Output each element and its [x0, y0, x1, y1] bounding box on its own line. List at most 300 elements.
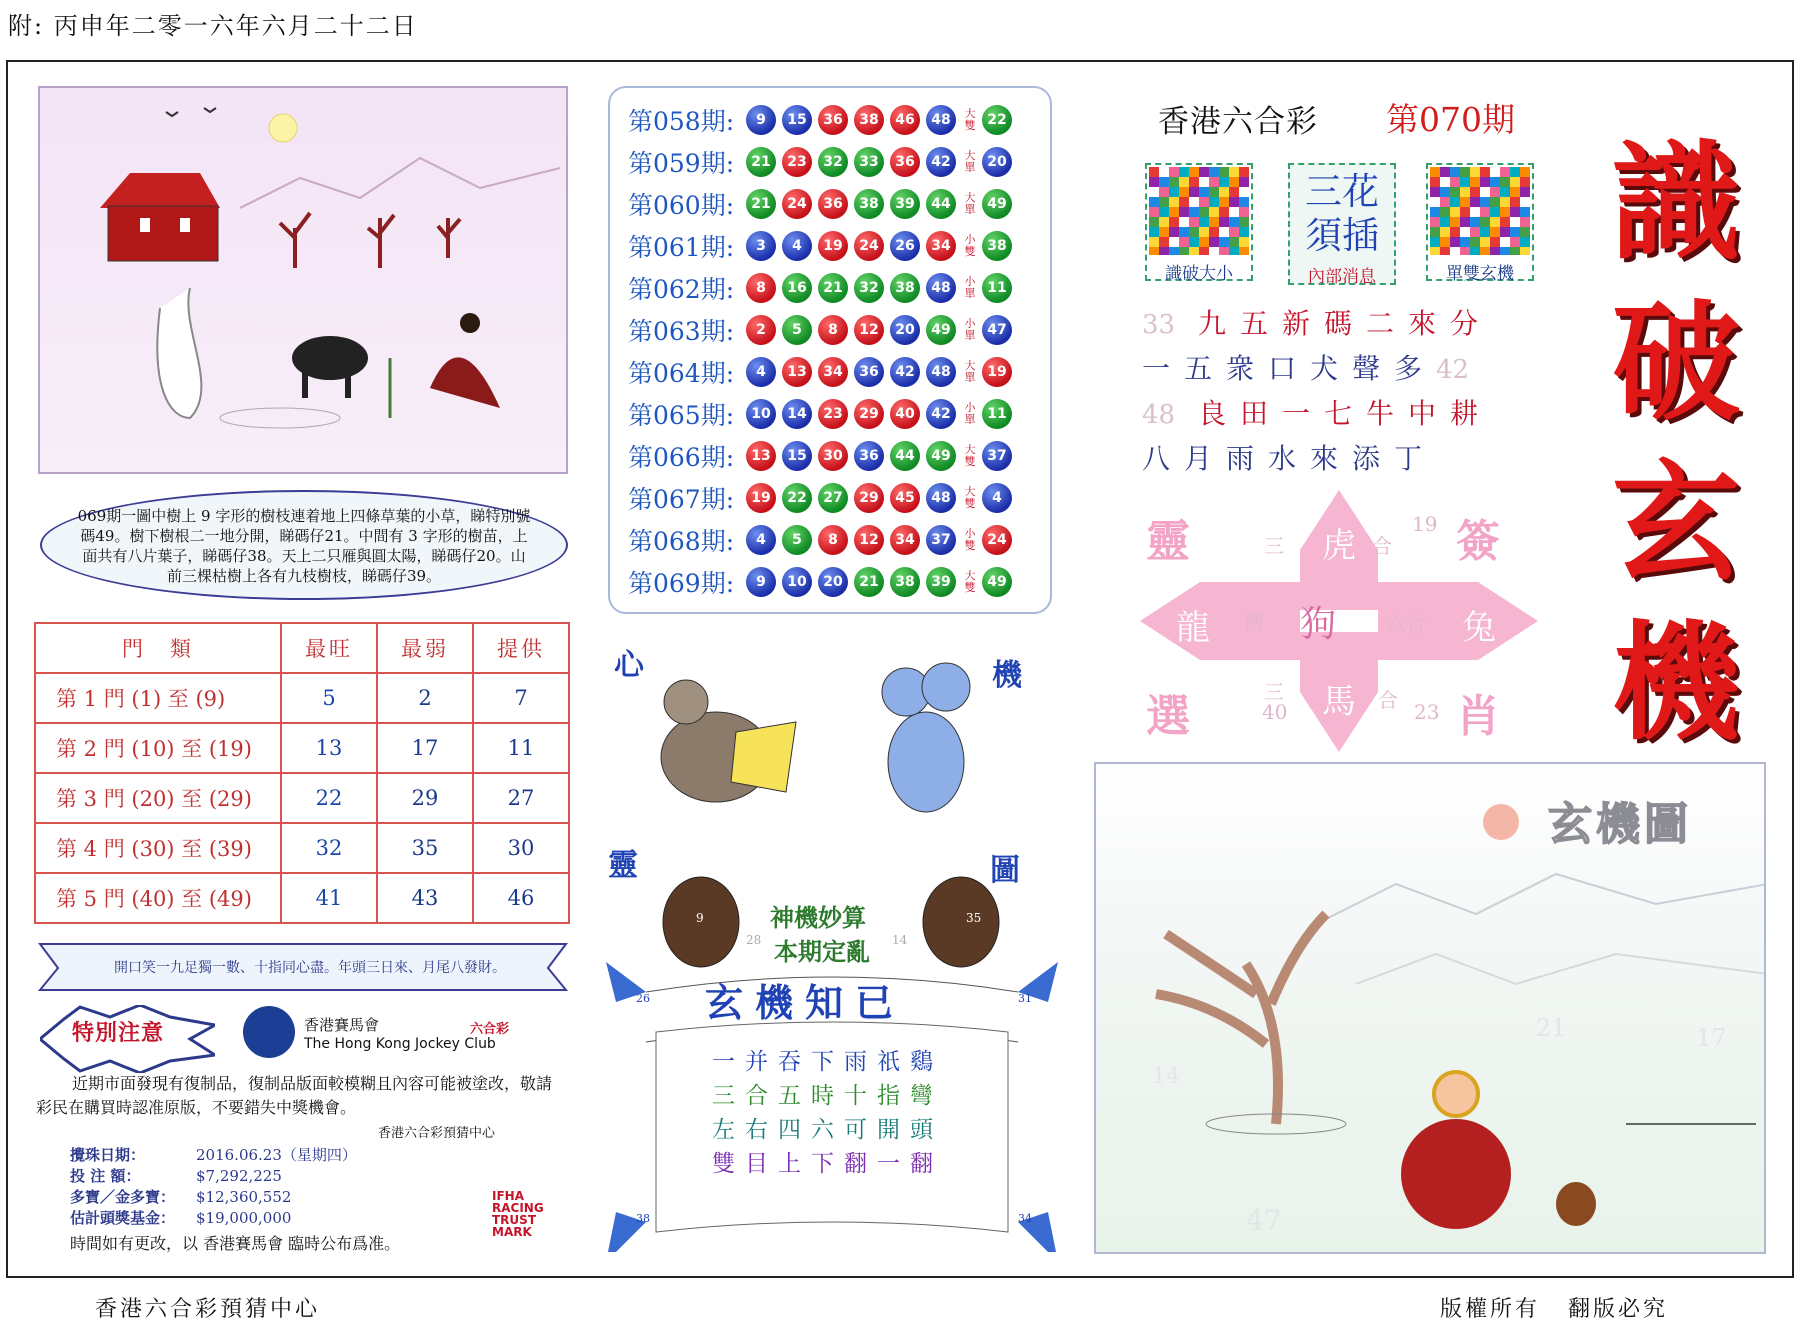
cold-number: 43	[377, 873, 473, 923]
mosaic-tile	[1520, 177, 1530, 187]
mosaic-tile	[1199, 167, 1209, 177]
mosaic-tile	[1149, 197, 1159, 207]
mosaic-tile	[1149, 247, 1159, 255]
column-header: 最旺	[281, 623, 377, 673]
blue-mouse-icon	[882, 663, 970, 812]
mosaic-tile	[1470, 227, 1480, 237]
mosaic-tile	[1209, 227, 1219, 237]
mosaic-tile	[1159, 247, 1169, 255]
issue-label: 第065期:	[628, 401, 735, 430]
mosaic-tile	[1169, 227, 1179, 237]
mouse-with-cheese-icon	[661, 680, 796, 802]
table-row	[35, 823, 569, 873]
poem-line: 雙目上下翻一翻	[712, 1151, 943, 1177]
number-ball: 38	[890, 567, 920, 597]
mosaic-tile	[1430, 207, 1440, 217]
number-ball: 37	[926, 525, 956, 555]
mosaic-tile	[1219, 217, 1229, 227]
mosaic-tile	[1159, 227, 1169, 237]
mosaic-tile	[1179, 227, 1189, 237]
offer-number: 11	[473, 723, 569, 773]
diamond-number: 23	[1414, 700, 1440, 724]
mosaic-tile	[1149, 237, 1159, 247]
mosaic-tile	[1169, 197, 1179, 207]
corner-word: 簽	[1456, 516, 1500, 567]
mosaic-tile	[1440, 217, 1450, 227]
size-parity-tag: 小雙	[964, 233, 976, 258]
door-label: 第 1 門 (1) 至 (9)	[35, 673, 281, 723]
mosaic-tile	[1450, 247, 1460, 255]
mosaic-tile	[1480, 177, 1490, 187]
mosaic-tile	[1480, 187, 1490, 197]
mosaic-tile	[1520, 237, 1530, 247]
result-row	[628, 228, 1018, 264]
number-ball: 13	[746, 441, 776, 471]
monkey-number: 28	[746, 933, 762, 947]
zodiac-rabbit: 兔	[1462, 608, 1496, 648]
number-ball: 9	[746, 567, 776, 597]
issue-label: 第058期:	[628, 107, 735, 136]
mosaic-tile	[1239, 247, 1249, 255]
mosaic-tile	[1450, 227, 1460, 237]
number-ball: 14	[782, 399, 812, 429]
mosaic-tile	[1209, 217, 1219, 227]
mosaic-tile	[1199, 177, 1209, 187]
diamond-small-char: 合	[1372, 534, 1392, 558]
mosaic-tile	[1430, 227, 1440, 237]
number-ball: 42	[926, 399, 956, 429]
mosaic-tile	[1179, 247, 1189, 255]
corner-word: 選	[1146, 691, 1190, 742]
verse-hints	[1142, 302, 1492, 481]
mosaic-tile	[1219, 177, 1229, 187]
mosaic-tile	[1440, 247, 1450, 255]
number-ball: 12	[854, 315, 884, 345]
number-ball: 29	[854, 483, 884, 513]
mosaic-tile	[1440, 227, 1450, 237]
riddle-poem	[712, 1045, 943, 1181]
diamond-number: 19	[1412, 512, 1438, 536]
number-ball: 36	[890, 147, 920, 177]
fund: $19,000,000	[196, 1209, 292, 1227]
mosaic-tile	[1189, 167, 1199, 177]
diamond-small-char: 三	[1264, 534, 1284, 558]
warning-signature: 香港六合彩預猜中心	[378, 1126, 496, 1141]
faint-number: 21	[1536, 1014, 1567, 1042]
mosaic-tile	[1500, 247, 1510, 255]
number-ball: 10	[746, 399, 776, 429]
special-number-ball: 22	[982, 105, 1012, 135]
number-ball: 39	[926, 567, 956, 597]
mosaic-tile	[1239, 217, 1249, 227]
mosaic-tile	[1189, 207, 1199, 217]
number-ball: 8	[818, 525, 848, 555]
mosaic-tile	[1490, 227, 1500, 237]
mosaic-tile	[1149, 177, 1159, 187]
mosaic-tile	[1450, 187, 1460, 197]
corner-character: 圖	[990, 853, 1020, 888]
result-row	[628, 480, 1018, 516]
mosaic-tile	[1500, 187, 1510, 197]
mosaic-tile	[1490, 207, 1500, 217]
mosaic-tile	[1500, 177, 1510, 187]
special-number-ball: 49	[982, 567, 1012, 597]
mosaic-caption: 內部消息	[1308, 267, 1376, 287]
hot-number: 13	[281, 723, 377, 773]
issue-number: 第070期	[1386, 100, 1515, 139]
number-ball: 49	[926, 315, 956, 345]
number-ball: 21	[854, 567, 884, 597]
mosaic-tile	[1179, 207, 1189, 217]
mosaic-tile	[1239, 167, 1249, 177]
mosaic-tile	[1440, 237, 1450, 247]
zodiac-dragon: 龍	[1176, 608, 1210, 648]
mosaic-tile	[1510, 227, 1520, 237]
number-ball: 29	[854, 399, 884, 429]
mosaic-tile	[1510, 167, 1520, 177]
mosaic-tile	[1430, 167, 1440, 177]
issue-label: 第067期:	[628, 485, 735, 514]
color-mosaic-icon	[1147, 165, 1251, 255]
draw-info	[70, 1145, 357, 1229]
special-number-ball: 20	[982, 147, 1012, 177]
number-ball: 33	[854, 147, 884, 177]
mosaic-tile	[1149, 207, 1159, 217]
mosaic-tile	[1480, 247, 1490, 255]
mosaic-tile	[1229, 177, 1239, 187]
mosaic-box-1	[1145, 163, 1253, 284]
issue-label: 第062期:	[628, 275, 735, 304]
mosaic-tile	[1500, 237, 1510, 247]
size-parity-tag: 大單	[964, 149, 976, 174]
corner-word: 肖	[1456, 691, 1500, 742]
mosaic-tile	[1480, 227, 1490, 237]
mosaic-tile	[1209, 207, 1219, 217]
number-ball: 34	[890, 525, 920, 555]
mosaic-tile	[1480, 167, 1490, 177]
number-ball: 40	[890, 399, 920, 429]
cold-number: 2	[377, 673, 473, 723]
mosaic-tile	[1229, 247, 1239, 255]
mosaic-tile	[1480, 217, 1490, 227]
mosaic-tile	[1189, 227, 1199, 237]
house-icon	[100, 173, 220, 261]
corner-character: 靈	[608, 848, 638, 883]
table-row	[35, 873, 569, 923]
number-ball: 21	[746, 189, 776, 219]
number-ball: 36	[854, 441, 884, 471]
mosaic-tile	[1239, 187, 1249, 197]
number-ball: 22	[782, 483, 812, 513]
number-ball: 12	[854, 525, 884, 555]
mosaic-tile	[1510, 207, 1520, 217]
sun-icon	[1483, 804, 1519, 840]
zodiac-dog: 狗	[1300, 604, 1337, 645]
mosaic-tile	[1500, 167, 1510, 177]
mosaic-tile	[1179, 187, 1189, 197]
result-row	[628, 354, 1018, 390]
mosaic-tile	[1450, 207, 1460, 217]
mosaic-tile	[1159, 197, 1169, 207]
mosaic-tile	[1520, 247, 1530, 255]
number-ball: 36	[818, 105, 848, 135]
mosaic-tile	[1440, 167, 1450, 177]
mosaic-tile	[1520, 197, 1530, 207]
mosaic-tile	[1199, 197, 1209, 207]
mosaic-tile	[1159, 187, 1169, 197]
title-char: 破	[1612, 288, 1741, 438]
faint-number: 47	[1246, 1204, 1282, 1237]
mosaic-tile	[1189, 237, 1199, 247]
size-parity-tag: 小單	[964, 401, 976, 426]
mosaic-tile	[1460, 227, 1470, 237]
fund-label: 估計頭獎基金：	[70, 1209, 176, 1227]
bird-number: 34	[1018, 1212, 1032, 1225]
cold-number: 17	[377, 723, 473, 773]
offer-number: 27	[473, 773, 569, 823]
mosaic-tile	[1490, 177, 1500, 187]
mosaic-tile	[1520, 167, 1530, 177]
mosaic-tile	[1450, 197, 1460, 207]
size-parity-tag: 大雙	[964, 485, 976, 510]
slogan-1: 神機妙算	[770, 903, 866, 932]
color-mosaic-icon	[1428, 165, 1532, 255]
number-ball: 9	[746, 105, 776, 135]
mosaic-tile	[1480, 197, 1490, 207]
mosaic-tile	[1520, 227, 1530, 237]
number-ball: 15	[782, 441, 812, 471]
offer-number: 46	[473, 873, 569, 923]
mosaic-tile	[1169, 237, 1179, 247]
door-label: 第 3 門 (20) 至 (29)	[35, 773, 281, 823]
result-row	[628, 438, 1018, 474]
number-ball: 39	[890, 189, 920, 219]
mosaic-tile	[1470, 217, 1480, 227]
number-ball: 23	[818, 399, 848, 429]
result-row	[628, 102, 1018, 138]
mosaic-tile	[1179, 177, 1189, 187]
issue-label: 第063期:	[628, 317, 735, 346]
table-row	[35, 773, 569, 823]
zodiac-horse: 馬	[1322, 682, 1356, 722]
number-ball: 8	[818, 315, 848, 345]
jockey-club-logo	[243, 1006, 295, 1058]
number-ball: 21	[818, 273, 848, 303]
mosaic-tile	[1510, 247, 1520, 255]
poem-line: 三合五時十指彎	[712, 1083, 943, 1109]
mosaic-tile	[1500, 197, 1510, 207]
mosaic-tile	[1219, 207, 1229, 217]
mosaic-caption: 單雙玄機	[1446, 264, 1514, 284]
mosaic-tile	[1470, 177, 1480, 187]
result-row	[628, 396, 1018, 432]
jackpot-label: 多寶／金多寶：	[70, 1188, 176, 1206]
lady-figure-icon	[1401, 1072, 1511, 1229]
mosaic-tile	[1430, 187, 1440, 197]
mosaic-tile	[1159, 167, 1169, 177]
mosaic-tile	[1159, 237, 1169, 247]
number-ball: 5	[782, 315, 812, 345]
number-ball: 4	[782, 231, 812, 261]
number-ball: 38	[854, 105, 884, 135]
mosaic-tile	[1219, 237, 1229, 247]
table-row	[35, 723, 569, 773]
mosaic-tile	[1179, 167, 1189, 177]
mosaic-tile	[1159, 177, 1169, 187]
number-ball: 23	[782, 147, 812, 177]
special-number-ball: 24	[982, 525, 1012, 555]
number-ball: 48	[926, 105, 956, 135]
title-char: 玄	[1612, 448, 1741, 598]
number-ball: 48	[926, 273, 956, 303]
mosaic-tile	[1430, 197, 1440, 207]
bird-number: 31	[1018, 992, 1032, 1005]
number-ball: 30	[818, 441, 848, 471]
mosaic-tile	[1209, 247, 1219, 255]
mosaic-tile	[1229, 207, 1239, 217]
turnover-label: 投 注 額：	[70, 1167, 141, 1185]
verse-line: 一五衆口犬聲多42	[1142, 352, 1470, 385]
number-ball: 2	[746, 315, 776, 345]
number-ball: 15	[782, 105, 812, 135]
mosaic-tile	[1500, 227, 1510, 237]
mosaic-tile	[1470, 167, 1480, 177]
mystery-picture-title: 玄機圖	[1548, 799, 1692, 850]
bird-number: 26	[636, 992, 650, 1005]
size-parity-tag: 小單	[964, 275, 976, 300]
mosaic-tile	[1490, 197, 1500, 207]
title-char: 識	[1612, 128, 1741, 278]
mosaic-tile	[1440, 187, 1450, 197]
mosaic-tile	[1229, 217, 1239, 227]
mosaic-tile	[1169, 167, 1179, 177]
mosaic-tile	[1229, 187, 1239, 197]
mosaic-tile	[1189, 187, 1199, 197]
issue-label: 第066期:	[628, 443, 735, 472]
diamond-small-char: 三	[1264, 680, 1284, 704]
mosaic-tile	[1430, 237, 1440, 247]
mosaic-tile	[1199, 187, 1209, 197]
jockey-club-name: 香港賽馬會	[304, 1016, 380, 1034]
mosaic-tile	[1500, 207, 1510, 217]
header-date: 附: 丙申年二零一六年六月二十二日	[8, 12, 418, 40]
mosaic-tile	[1440, 197, 1450, 207]
tree-icon	[1156, 914, 1326, 1124]
title-char: 機	[1612, 608, 1741, 758]
banner-title: 玄機知已	[705, 980, 906, 1025]
mosaic-tile	[1169, 187, 1179, 197]
special-number-ball: 4	[982, 483, 1012, 513]
number-ball: 13	[782, 357, 812, 387]
mosaic-tile	[1510, 187, 1520, 197]
mosaic-tile	[1470, 197, 1480, 207]
mosaic-tile	[1159, 217, 1169, 227]
special-notice-label: 特別注意	[72, 1020, 165, 1046]
number-ball: 32	[818, 147, 848, 177]
mosaic-tile	[1520, 207, 1530, 217]
lottery-brand: 香港六合彩	[1158, 104, 1318, 140]
mosaic-tile	[1169, 217, 1179, 227]
issue-label: 第061期:	[628, 233, 735, 262]
mosaic-tile	[1500, 217, 1510, 227]
mosaic-tile	[1460, 217, 1470, 227]
size-parity-tag: 大雙	[964, 107, 976, 132]
mosaic-tile	[1490, 187, 1500, 197]
footer-copyright: 版權所有 翻版必究	[1440, 1297, 1669, 1322]
size-parity-tag: 大單	[964, 191, 976, 216]
mosaic-tile	[1520, 187, 1530, 197]
offer-number: 7	[473, 673, 569, 723]
verse-line: 八月雨水來添丁	[1142, 442, 1437, 475]
mosaic-tile	[1209, 177, 1219, 187]
size-parity-tag: 小單	[964, 317, 976, 342]
mosaic-tile	[1199, 237, 1209, 247]
size-parity-tag: 大單	[964, 359, 976, 384]
puzzle-picture	[38, 86, 568, 474]
issue-label: 第068期:	[628, 527, 735, 556]
jockey-club-name-en: The Hong Kong Jockey Club	[304, 1036, 496, 1052]
issue-label: 第064期:	[628, 359, 735, 388]
mosaic-tile	[1440, 177, 1450, 187]
mosaic-tile	[1480, 237, 1490, 247]
number-ball: 44	[926, 189, 956, 219]
number-ball: 19	[818, 231, 848, 261]
mosaic-tile	[1460, 177, 1470, 187]
diamond-small-char: 合	[1378, 688, 1398, 712]
ribbon-text: 開口笑一九足獨一數、十指同心盡。年頭三日來、月尾八發財。	[114, 960, 506, 976]
mosaic-tile	[1239, 207, 1249, 217]
mosaic-tile	[1460, 207, 1470, 217]
mosaic-tile	[1490, 237, 1500, 247]
number-ball: 36	[854, 357, 884, 387]
mosaic-tile	[1219, 167, 1229, 177]
mark-six-logo: 六合彩	[470, 1022, 510, 1037]
mosaic-tile	[1520, 217, 1530, 227]
number-ball: 34	[818, 357, 848, 387]
mosaic-tile	[1219, 227, 1229, 237]
ghost-number: 48	[1142, 400, 1176, 430]
number-ball: 4	[746, 525, 776, 555]
sun-icon	[269, 114, 297, 142]
number-ball: 21	[746, 147, 776, 177]
bird-number: 38	[636, 1212, 650, 1225]
number-ball: 26	[890, 231, 920, 261]
mosaic-tile	[1149, 227, 1159, 237]
mosaic-tile	[1450, 217, 1460, 227]
number-ball: 27	[818, 483, 848, 513]
mosaic-tile	[1239, 237, 1249, 247]
mosaic-tile	[1480, 207, 1490, 217]
mosaic-tile	[1209, 167, 1219, 177]
mosaic-tile	[1460, 167, 1470, 177]
result-row	[628, 144, 1018, 180]
number-ball: 4	[746, 357, 776, 387]
monkey-number: 35	[966, 911, 982, 925]
result-row	[628, 312, 1018, 348]
monkey-number: 14	[892, 933, 908, 947]
draw-date: 2016.06.23（星期四）	[196, 1146, 357, 1164]
mosaic-tile	[1440, 207, 1450, 217]
ifha-logo: IFHA RACING TRUST MARK	[492, 1189, 544, 1239]
column-header: 最弱	[377, 623, 473, 673]
number-ball: 38	[890, 273, 920, 303]
result-row	[628, 564, 1018, 600]
number-group-table	[34, 622, 570, 924]
bull-icon	[292, 336, 368, 398]
special-number-ball: 11	[982, 273, 1012, 303]
number-ball: 16	[782, 273, 812, 303]
result-row	[628, 186, 1018, 222]
